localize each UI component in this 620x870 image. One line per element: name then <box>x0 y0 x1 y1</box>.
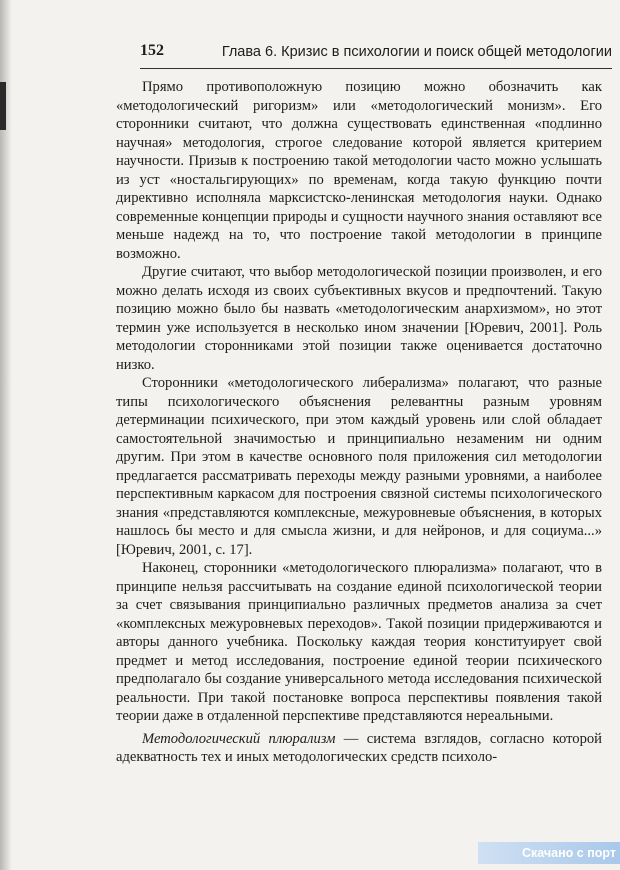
definition-paragraph <box>116 730 602 767</box>
page-header <box>140 38 612 69</box>
binding-mark <box>0 82 6 130</box>
body-text <box>116 78 602 767</box>
definition-text: — система взглядов, согласно которой адекватность тех и иных методологических средств психоло- <box>116 730 602 765</box>
download-watermark-banner[interactable]: Скачано с порт <box>478 842 620 864</box>
paragraph-2: Другие считают, что выбор методологической позиции произволен, и его можно делать исходя из своих субъективных вкусов и предпочтений. Такую позицию можно было бы назвать «методологическим анархизмом», но этот термин уже используется в несколько ином значении [Юревич, 2001]. Роль методологии сторонниками этой позиции также оценивается достаточно низко. <box>116 264 602 373</box>
paragraph-4: Наконец, сторонники «методологического плюрализма» полагают, что в принципе нельзя рассчитывать на создание единой психологической теории за счет связывания принципиально различных предметов анализа за счет «комплексных межуровневых переходов». Такой позиции придерживаются и авторы данного учебника. Поскольку каждая теория конституирует свой предмет и метод исследования, построение единой теории психического предполагало бы создание универсального метода исследования психической реальности. При такой постановке вопроса перспективы появления такой теории даже в отдаленной перспективе представляются нереальными. <box>116 560 602 724</box>
page-number: 152 <box>140 42 164 59</box>
paragraph-3: Сторонники «методологического либерализма» полагают, что разные типы психологического объяснения релевантны разным уровням детерминации психического, при этом каждый уровень или слой обладает самостоятельной значимостью и принципиально незаменим ни одним другим. При этом в качестве основного поля приложения сил методологии предлагается рассматривать переходы между разными уровнями, а наиболее перспективным каркасом для построения связной системы психологического знания «представляются комплексные, межуровневые объяснения, в которых нашлось бы место и для смысла жизни, и для нейронов, и для социума...» [Юревич, 2001, с. 17]. <box>116 375 602 558</box>
definition-term: Методологический плюрализм <box>142 730 336 747</box>
paragraph-1: Прямо противоположную позицию можно обозначить как «методологический ригоризм» или «методологический монизм». Его сторонники считают, что должна существовать единственная «подлинно научная» методология, строгое следование которой является критерием научности. Призыв к построению такой методологии часто можно услышать из уст «ностальгирующих» по временам, когда такую функцию почти директивно исполняла марксистско-ленинская методология науки. Однако современные концепции природы и сущности научного знания оставляют все меньше надежд на то, что построение такой методологии в принципе возможно. <box>116 79 602 262</box>
running-title: Глава 6. Кризис в психологии и поиск общей методологии <box>221 44 612 60</box>
page-edge-shadow <box>0 0 12 870</box>
